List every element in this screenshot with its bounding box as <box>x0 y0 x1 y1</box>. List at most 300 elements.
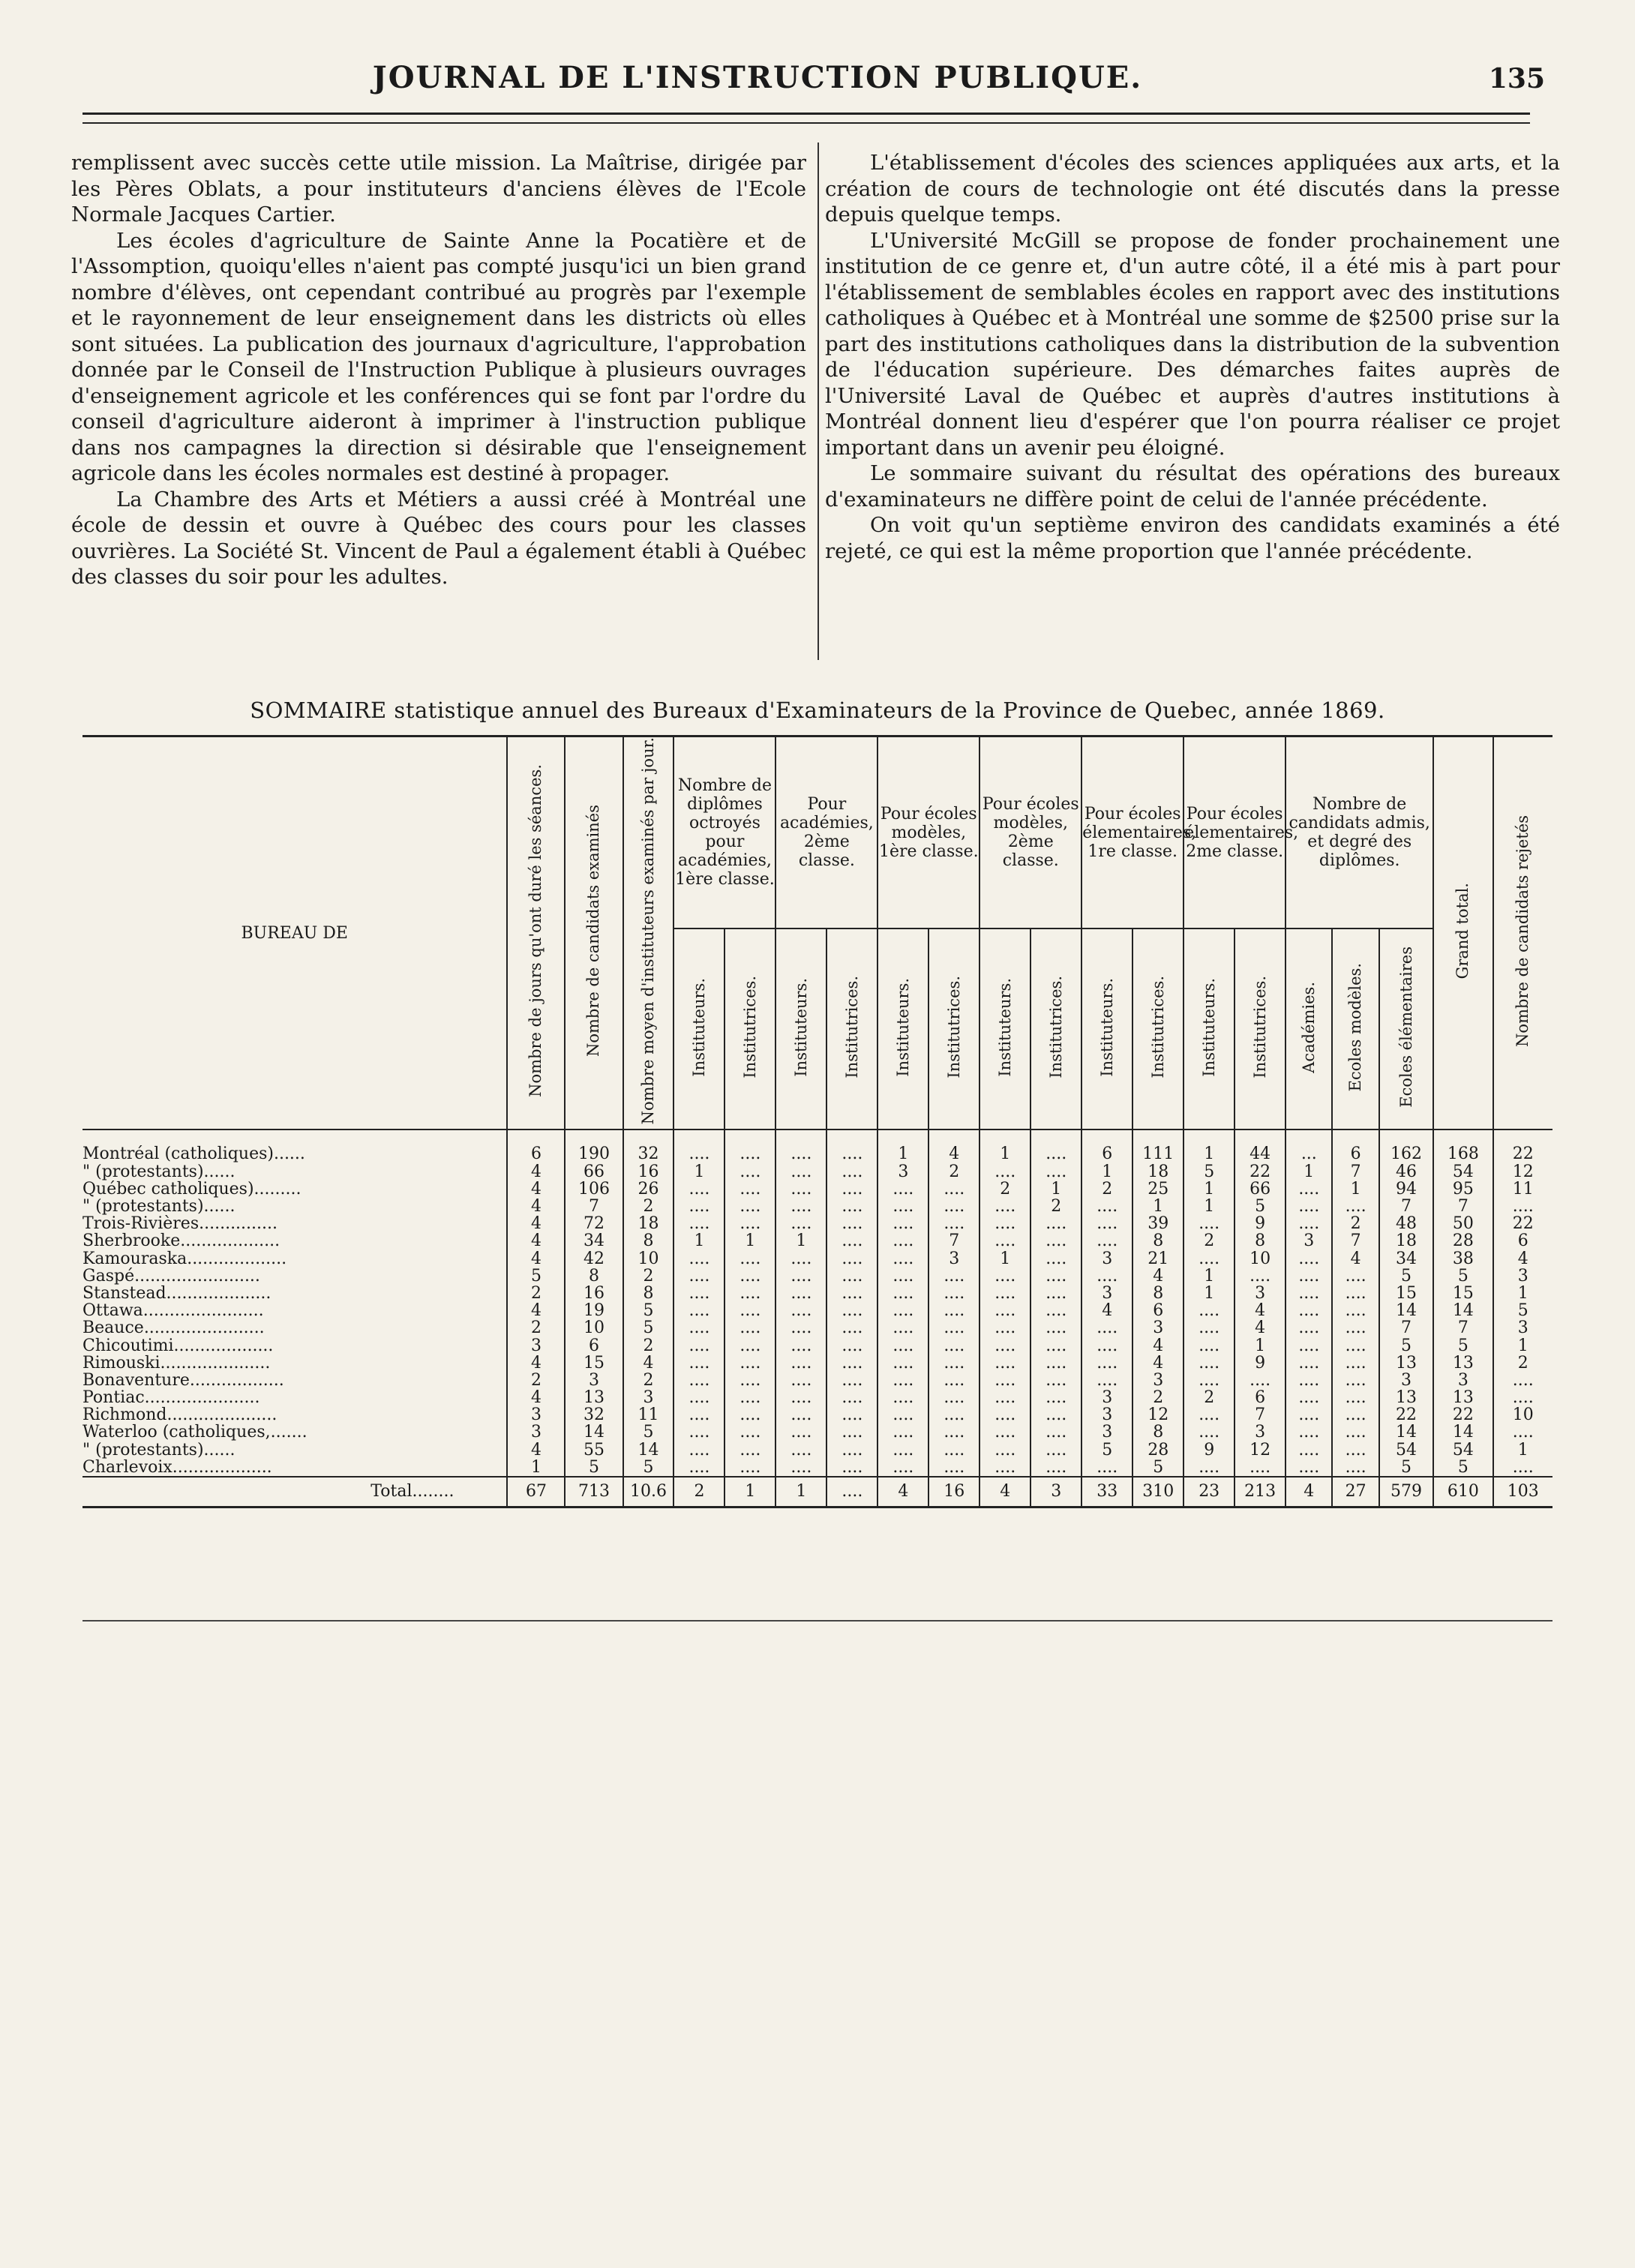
table-cell: .... <box>928 1354 980 1372</box>
header-grand-total <box>1433 736 1492 1130</box>
table-cell: .... <box>980 1336 1030 1354</box>
table-cell: 54 <box>1433 1442 1492 1459</box>
table-cell: 1 <box>674 1163 724 1180</box>
table-cell: .... <box>1030 1163 1082 1180</box>
table-cell: .... <box>724 1198 776 1215</box>
table-cell: 3 <box>1082 1406 1132 1424</box>
sub-instituteurs <box>980 928 1030 1130</box>
bureau-name: Rimouski..................... <box>82 1354 271 1372</box>
table-cell: 54 <box>1379 1442 1434 1459</box>
total-cell: 4 <box>878 1477 928 1508</box>
total-cell: .... <box>826 1477 878 1508</box>
table-cell: 2 <box>1332 1215 1378 1232</box>
table-cell: .... <box>1332 1302 1378 1319</box>
table-cell: .... <box>1493 1424 1552 1441</box>
table-cell: 2 <box>980 1180 1030 1198</box>
sub-label: Instituteurs. <box>791 977 810 1077</box>
table-cell: 5 <box>1234 1198 1286 1215</box>
table-cell: .... <box>1332 1285 1378 1302</box>
table-cell: .... <box>674 1215 724 1232</box>
table-cell: 4 <box>507 1442 565 1459</box>
table-cell: .... <box>1332 1336 1378 1354</box>
table-cell: .... <box>980 1215 1030 1232</box>
header-rejetes <box>1493 736 1552 1130</box>
table-cell: 22 <box>1493 1215 1552 1232</box>
table-cell: 3 <box>623 1389 674 1406</box>
table-cell: .... <box>1184 1424 1234 1441</box>
table-cell: .... <box>674 1285 724 1302</box>
total-label: Total........ <box>82 1477 507 1508</box>
table-cell: 4 <box>1082 1302 1132 1319</box>
table-cell: .... <box>878 1354 928 1372</box>
sub-label: Académies. <box>1299 981 1318 1073</box>
table-row <box>82 1250 1552 1268</box>
table-cell: 1 <box>1184 1130 1234 1162</box>
table-cell: .... <box>674 1268 724 1285</box>
table-cell: 3 <box>1082 1285 1132 1302</box>
table-cell: .... <box>826 1354 878 1372</box>
total-cell: 3 <box>1030 1477 1082 1508</box>
table-cell: 4 <box>1132 1336 1184 1354</box>
table-cell: 7 <box>1234 1406 1286 1424</box>
table-cell: 7 <box>1433 1319 1492 1336</box>
table-title: SOMMAIRE statistique annuel des Bureaux d'Examinateurs de la Province de Quebec, année 1869. <box>250 698 1385 723</box>
table-row <box>82 1459 1552 1477</box>
table-row <box>82 1180 1552 1198</box>
table-cell: 5 <box>1433 1336 1492 1354</box>
table-cell: 3 <box>1493 1319 1552 1336</box>
right-paragraph: On voit qu'un septième environ des candidats examinés a été rejeté, ce qui est la même proportion que l'année précédente. <box>825 513 1560 563</box>
table-cell: 18 <box>1379 1232 1434 1250</box>
table-cell: 2 <box>1082 1180 1132 1198</box>
bureau-name: Pontiac...................... <box>82 1389 260 1407</box>
bureau-name: " (protestants)...... <box>82 1197 236 1216</box>
table-cell: .... <box>1234 1372 1286 1389</box>
table-cell: 1 <box>1082 1163 1132 1180</box>
total-cell: 23 <box>1184 1477 1234 1508</box>
table-cell: 28 <box>1433 1232 1492 1250</box>
header-group-modeles-1: Pour écoles modèles, 1ère classe. <box>878 736 980 929</box>
sub-label: Institutrices. <box>1046 976 1065 1078</box>
bureau-name: Québec catholiques)......... <box>82 1180 302 1198</box>
bureau-name: Ottawa....................... <box>82 1302 264 1320</box>
table-cell: 4 <box>507 1163 565 1180</box>
header-group-modeles-2: Pour écoles modèles, 2ème classe. <box>980 736 1082 929</box>
table-cell: .... <box>826 1319 878 1336</box>
table-cell: 7 <box>928 1232 980 1250</box>
table-cell: 5 <box>565 1459 622 1477</box>
table-cell: 6 <box>1493 1232 1552 1250</box>
table-cell: 14 <box>1433 1424 1492 1441</box>
table-cell: 9 <box>1184 1442 1234 1459</box>
table-cell: 22 <box>1493 1130 1552 1162</box>
table-cell: 21 <box>1132 1250 1184 1268</box>
table-cell: 16 <box>565 1285 622 1302</box>
table-cell: .... <box>980 1442 1030 1459</box>
table-cell: 6 <box>1234 1389 1286 1406</box>
table-cell: 106 <box>565 1180 622 1198</box>
table-cell: 26 <box>623 1180 674 1198</box>
table-cell: 3 <box>1082 1250 1132 1268</box>
table-cell: .... <box>928 1389 980 1406</box>
table-row <box>82 1198 1552 1215</box>
total-cell: 16 <box>928 1477 980 1508</box>
table-cell: .... <box>674 1319 724 1336</box>
table-cell: .... <box>776 1302 826 1319</box>
table-cell: .... <box>1234 1268 1286 1285</box>
table-cell: .... <box>1030 1442 1082 1459</box>
table-cell: .... <box>674 1389 724 1406</box>
table-cell: 14 <box>1433 1302 1492 1319</box>
header-grand-total-label: Grand total. <box>1454 882 1472 980</box>
table-cell: .... <box>878 1215 928 1232</box>
table-cell: 44 <box>1234 1130 1286 1162</box>
left-column <box>71 150 806 668</box>
table-cell: .... <box>1286 1336 1332 1354</box>
table-cell: .... <box>826 1180 878 1198</box>
table-cell: 6 <box>1082 1130 1132 1162</box>
table-cell: 22 <box>1433 1406 1492 1424</box>
table-cell: .... <box>776 1163 826 1180</box>
sub-label: Institutrices. <box>740 976 759 1078</box>
table-cell: 28 <box>1132 1442 1184 1459</box>
table-cell: 4 <box>507 1354 565 1372</box>
table-row <box>82 1215 1552 1232</box>
table-cell: .... <box>1286 1442 1332 1459</box>
table-cell: .... <box>928 1336 980 1354</box>
table-cell: .... <box>826 1198 878 1215</box>
total-cell: 103 <box>1493 1477 1552 1508</box>
table-row <box>82 1268 1552 1285</box>
table-cell: .... <box>724 1180 776 1198</box>
total-cell: 1 <box>724 1477 776 1508</box>
table-cell: .... <box>1286 1424 1332 1441</box>
table-cell: 3 <box>1493 1268 1552 1285</box>
table-cell: .... <box>1332 1442 1378 1459</box>
table-cell: 3 <box>1082 1424 1132 1441</box>
table-cell: 7 <box>1433 1198 1492 1215</box>
table-cell: .... <box>674 1406 724 1424</box>
header-group-elem-1: Pour écoles élementaires, 1re classe. <box>1082 736 1184 929</box>
table-cell: 2 <box>507 1285 565 1302</box>
table-cell: .... <box>776 1319 826 1336</box>
sub-instituteurs <box>776 928 826 1130</box>
table-footer <box>82 1477 1552 1508</box>
table-cell: .... <box>1082 1268 1132 1285</box>
table-cell: .... <box>776 1336 826 1354</box>
table-cell: 4 <box>507 1232 565 1250</box>
table-cell: 1 <box>1184 1198 1234 1215</box>
table-cell: .... <box>776 1389 826 1406</box>
table-cell: .... <box>776 1459 826 1477</box>
table-cell: 22 <box>1234 1163 1286 1180</box>
table-row <box>82 1232 1552 1250</box>
table-cell: .... <box>928 1459 980 1477</box>
table-cell: .... <box>980 1389 1030 1406</box>
table-cell: 8 <box>623 1285 674 1302</box>
table-row <box>82 1372 1552 1389</box>
table-cell: .... <box>674 1372 724 1389</box>
bureau-name: Stanstead.................... <box>82 1284 272 1303</box>
table-cell: .... <box>1082 1372 1132 1389</box>
table-cell: 3 <box>928 1250 980 1268</box>
table-cell: .... <box>674 1130 724 1162</box>
header-group-academies-2: Pour académies, 2ème classe. <box>776 736 878 929</box>
table-cell: 2 <box>1493 1354 1552 1372</box>
table-cell: 1 <box>507 1459 565 1477</box>
table-cell: .... <box>724 1250 776 1268</box>
header-jours <box>507 736 565 1130</box>
table-cell: 2 <box>1184 1232 1234 1250</box>
left-paragraph: Les écoles d'agriculture de Sainte Anne la Pocatière et de l'Assomption, quoiqu'elles n'aient pas compté jusqu'ici un bien grand nombre d'élèves, ont cependant contribué au progrès par l'exemple et le rayonnement de leur enseignement dans les districts où elles sont situées. La publication des journaux d'agriculture, l'approbation donnée par le Conseil de l'Instruction Publique à plusieurs ouvrages d'enseignement agricole et les conférences qui se font par l'ordre du conseil d'agriculture aideront à imprimer à l'instruction publique dans nos campagnes la direction si désirable que l'enseignement agricole dans les écoles normales est destiné à propager. <box>71 228 806 485</box>
total-cell: 4 <box>980 1477 1030 1508</box>
table-cell: 7 <box>1332 1163 1378 1180</box>
table-cell: .... <box>724 1389 776 1406</box>
table-cell: .... <box>878 1180 928 1198</box>
table-cell: 5 <box>1493 1302 1552 1319</box>
table-cell: 7 <box>1379 1319 1434 1336</box>
bureau-name: Richmond..................... <box>82 1406 278 1424</box>
table-cell: .... <box>724 1319 776 1336</box>
table-cell: 4 <box>1132 1268 1184 1285</box>
table-cell: .... <box>1030 1285 1082 1302</box>
table-row <box>82 1130 1552 1162</box>
table-cell: 19 <box>565 1302 622 1319</box>
table-cell: .... <box>724 1163 776 1180</box>
table-cell: 8 <box>623 1232 674 1250</box>
table-cell: .... <box>1332 1459 1378 1477</box>
table-cell: .... <box>1286 1354 1332 1372</box>
table-cell: .... <box>776 1442 826 1459</box>
table-cell: 2 <box>507 1372 565 1389</box>
table-cell: 4 <box>623 1354 674 1372</box>
table-row <box>82 1163 1552 1180</box>
total-cell: 310 <box>1132 1477 1184 1508</box>
total-cell: 610 <box>1433 1477 1492 1508</box>
table-cell: .... <box>1184 1406 1234 1424</box>
table-cell: 13 <box>1433 1354 1492 1372</box>
table-cell: .... <box>724 1268 776 1285</box>
table-row <box>82 1354 1552 1372</box>
table-cell: .... <box>878 1459 928 1477</box>
table-cell: .... <box>724 1372 776 1389</box>
table-cell: 1 <box>1234 1336 1286 1354</box>
table-cell: .... <box>980 1163 1030 1180</box>
table-cell: .... <box>826 1389 878 1406</box>
table-cell: .... <box>826 1442 878 1459</box>
table-cell: .... <box>1332 1424 1378 1441</box>
table-cell: 4 <box>507 1215 565 1232</box>
total-cell: 10.6 <box>623 1477 674 1508</box>
table-cell: 8 <box>1132 1285 1184 1302</box>
table-cell: 1 <box>980 1130 1030 1162</box>
table-cell: .... <box>674 1354 724 1372</box>
table-cell: .... <box>776 1285 826 1302</box>
table-cell: 42 <box>565 1250 622 1268</box>
table-cell: 38 <box>1433 1250 1492 1268</box>
table-cell: 3 <box>507 1406 565 1424</box>
right-paragraph: L'Université McGill se propose de fonder prochainement une institution de ce genre et, d'un autre côté, il a été mis à part pour l'établissement de semblables écoles en rapport avec des institutions catholiques à Québec et à Montréal une somme de $2500 prise sur la part des institutions catholiques dans la distribution de la subvention de l'éducation supérieure. Des démarches faites auprès de l'Université Laval de Québec et auprès d'autres institutions à Montréal donnent lieu d'espérer que l'on pourra réaliser ce projet important dans un avenir peu éloigné. <box>825 228 1560 460</box>
table-cell: 7 <box>1379 1198 1434 1215</box>
total-cell: 4 <box>1286 1477 1332 1508</box>
table-cell: 190 <box>565 1130 622 1162</box>
table-cell: .... <box>980 1232 1030 1250</box>
sub-academies <box>1286 928 1332 1130</box>
table-cell: .... <box>878 1336 928 1354</box>
header-moyen-label: Nombre moyen d'instituteurs examinés par jour. <box>638 737 657 1125</box>
table-cell: 15 <box>1433 1285 1492 1302</box>
header-rule <box>82 112 1530 124</box>
table-cell: 7 <box>1332 1232 1378 1250</box>
table-cell: .... <box>1030 1268 1082 1285</box>
table-cell: .... <box>674 1180 724 1198</box>
table-cell: 2 <box>1132 1389 1184 1406</box>
column-divider <box>818 142 819 660</box>
table-cell: .... <box>1030 1406 1082 1424</box>
total-row <box>82 1477 1552 1508</box>
table-cell: .... <box>1332 1406 1378 1424</box>
table-cell: 5 <box>507 1268 565 1285</box>
table-cell: 2 <box>623 1198 674 1215</box>
table-cell: .... <box>1030 1389 1082 1406</box>
table-cell: 4 <box>1234 1319 1286 1336</box>
table-cell: 8 <box>1234 1232 1286 1250</box>
table-cell: 2 <box>623 1336 674 1354</box>
header-candidats-label: Nombre de candidats examinés <box>584 805 603 1058</box>
table-cell: 13 <box>1379 1389 1434 1406</box>
table-cell: 1 <box>1332 1180 1378 1198</box>
table-cell: .... <box>980 1406 1030 1424</box>
total-cell: 67 <box>507 1477 565 1508</box>
table-cell: .... <box>1286 1180 1332 1198</box>
table-cell: .... <box>674 1250 724 1268</box>
table-cell: 8 <box>1132 1232 1184 1250</box>
left-paragraph: La Chambre des Arts et Métiers a aussi créé à Montréal une école de dessin et ouvre à Québec des cours pour les classes ouvrières. La Société St. Vincent de Paul a également établi à Québec des classes du soir pour les adultes. <box>71 487 806 589</box>
table-cell: 6 <box>1132 1302 1184 1319</box>
bureau-name: " (protestants)...... <box>82 1441 236 1459</box>
table-cell: .... <box>878 1302 928 1319</box>
table-cell: 4 <box>1132 1354 1184 1372</box>
table-cell: 25 <box>1132 1180 1184 1198</box>
table-cell: 32 <box>623 1130 674 1162</box>
sub-institutrices <box>1234 928 1286 1130</box>
table-cell: .... <box>1030 1459 1082 1477</box>
table-row <box>82 1319 1552 1336</box>
table-cell: 5 <box>1433 1459 1492 1477</box>
table-cell: 13 <box>565 1389 622 1406</box>
table-cell: 1 <box>1030 1180 1082 1198</box>
table-cell: 5 <box>1379 1336 1434 1354</box>
sub-label: Institutrices. <box>1250 976 1269 1078</box>
table-cell: .... <box>1184 1215 1234 1232</box>
table-cell: 72 <box>565 1215 622 1232</box>
table-cell: 1 <box>776 1232 826 1250</box>
table-cell: 5 <box>623 1424 674 1441</box>
table-cell: .... <box>776 1180 826 1198</box>
table-cell: 18 <box>623 1215 674 1232</box>
bureau-name: " (protestants)...... <box>82 1162 236 1180</box>
table-cell: 5 <box>1379 1268 1434 1285</box>
table-cell: .... <box>1493 1389 1552 1406</box>
table-cell: .... <box>1184 1372 1234 1389</box>
table-cell: .... <box>1082 1459 1132 1477</box>
table-cell: 3 <box>1234 1285 1286 1302</box>
table-cell: 1 <box>1184 1180 1234 1198</box>
table-cell: .... <box>826 1232 878 1250</box>
table-cell: .... <box>776 1268 826 1285</box>
table-cell: .... <box>724 1424 776 1441</box>
table-cell: 3 <box>565 1372 622 1389</box>
table-cell: 111 <box>1132 1130 1184 1162</box>
table-cell: .... <box>826 1163 878 1180</box>
table-cell: 3 <box>1132 1372 1184 1389</box>
table-cell: 1 <box>724 1232 776 1250</box>
table-cell: .... <box>878 1424 928 1441</box>
table-cell: 4 <box>507 1198 565 1215</box>
total-cell: 713 <box>565 1477 622 1508</box>
table-cell: .... <box>776 1354 826 1372</box>
table-cell: .... <box>724 1406 776 1424</box>
bureau-name: Gaspé........................ <box>82 1267 260 1285</box>
header-moyen <box>623 736 674 1130</box>
table-cell: 1 <box>1493 1442 1552 1459</box>
table-cell: .... <box>1332 1319 1378 1336</box>
table-cell: .... <box>826 1130 878 1162</box>
table-cell: .... <box>1082 1336 1132 1354</box>
table-cell: 2 <box>1184 1389 1234 1406</box>
table-cell: 10 <box>1234 1250 1286 1268</box>
table-cell: 15 <box>565 1354 622 1372</box>
table-cell: .... <box>980 1198 1030 1215</box>
sub-institutrices <box>1132 928 1184 1130</box>
table-cell: .... <box>1082 1198 1132 1215</box>
table-cell: 94 <box>1379 1180 1434 1198</box>
header-jours-label: Nombre de jours qu'ont duré les séances. <box>526 764 545 1098</box>
table-cell: .... <box>878 1406 928 1424</box>
table-cell: .... <box>878 1372 928 1389</box>
table-cell: .... <box>878 1198 928 1215</box>
table-cell: 66 <box>1234 1180 1286 1198</box>
table-cell: .... <box>1286 1319 1332 1336</box>
table-cell: 5 <box>1379 1459 1434 1477</box>
total-cell: 2 <box>674 1477 724 1508</box>
sub-instituteurs <box>878 928 928 1130</box>
table-cell: .... <box>878 1285 928 1302</box>
table-cell: 1 <box>980 1250 1030 1268</box>
sub-instituteurs <box>1184 928 1234 1130</box>
table-cell: .... <box>1082 1319 1132 1336</box>
table-cell: .... <box>878 1442 928 1459</box>
table-row <box>82 1336 1552 1354</box>
table-cell: .... <box>980 1302 1030 1319</box>
table-cell: .... <box>1332 1198 1378 1215</box>
table-cell: .... <box>724 1215 776 1232</box>
right-paragraph: Le sommaire suivant du résultat des opérations des bureaux d'examinateurs ne diffère point de celui de l'année précédente. <box>825 461 1560 512</box>
table-cell: 3 <box>1379 1372 1434 1389</box>
bureau-name: Trois-Rivières............... <box>82 1215 278 1233</box>
table-cell: .... <box>1082 1232 1132 1250</box>
table-cell: 11 <box>623 1406 674 1424</box>
table-cell: 95 <box>1433 1180 1492 1198</box>
table-cell: 1 <box>1132 1198 1184 1215</box>
table-cell: .... <box>724 1336 776 1354</box>
table-cell: 14 <box>1379 1302 1434 1319</box>
table-row <box>82 1424 1552 1441</box>
sub-instituteurs <box>674 928 724 1130</box>
table-cell: 3 <box>1082 1389 1132 1406</box>
table-cell: .... <box>1030 1215 1082 1232</box>
table-cell: .... <box>776 1372 826 1389</box>
